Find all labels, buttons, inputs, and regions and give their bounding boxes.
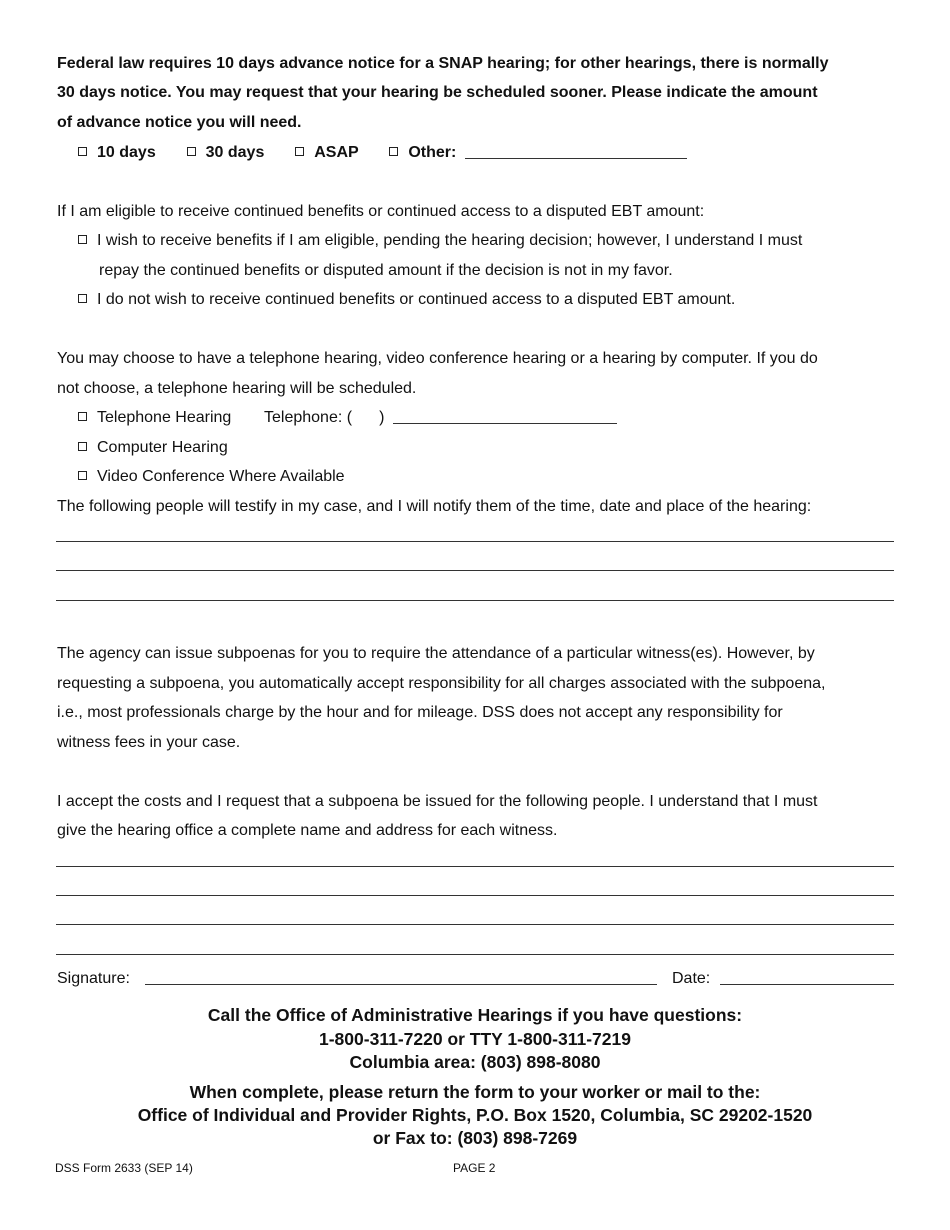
checkbox-icon [78, 471, 87, 480]
option-30-days-label: 30 days [205, 144, 265, 161]
witness-line-2[interactable] [56, 570, 894, 571]
return-instructions: When complete, please return the form to your worker or mail to the: [189, 1082, 761, 1102]
hearing-option-telephone[interactable] [78, 403, 231, 433]
date-label: Date: [672, 970, 711, 987]
benefits-option-continue[interactable] [78, 226, 802, 256]
option-other-label: Other: [408, 144, 457, 161]
contact-phone: 1-800-311-7220 or TTY 1-800-311-7219 [319, 1029, 631, 1049]
other-input-line[interactable] [465, 144, 687, 159]
subpoena-line-3: i.e., most professionals charge by the hour and for mileage. DSS does not accept any responsibility for [57, 704, 783, 721]
option-10-days-label: 10 days [97, 144, 156, 161]
notice-options [78, 138, 687, 168]
subpoena-line-1: The agency can issue subpoenas for you to require the attendance of a particular witness(es). However, by [57, 645, 815, 662]
hearing-type-line-1: You may choose to have a telephone hearing, video conference hearing or a hearing by computer. If you do [57, 350, 818, 367]
fax-number: or Fax to: (803) 898-7269 [372, 1128, 578, 1148]
checkbox-icon [78, 235, 87, 244]
telephone-label: Telephone: ( [264, 409, 353, 426]
subpoena-line-4: witness fees in your case. [57, 734, 241, 751]
checkbox-icon [78, 147, 87, 156]
hearing-option-video[interactable] [78, 462, 345, 492]
subpoena-witness-line-3[interactable] [56, 924, 894, 925]
hearing-option-computer[interactable] [78, 433, 228, 463]
checkbox-other[interactable] [389, 144, 456, 161]
option-asap-label: ASAP [314, 144, 359, 161]
benefits-option-2-label: I do not wish to receive continued benefits or continued access to a disputed EBT amount. [97, 291, 736, 308]
notice-line-1: Federal law requires 10 days advance notice for a SNAP hearing; for other hearings, there is normally [57, 55, 829, 72]
notice-line-3: of advance notice you will need. [57, 114, 302, 131]
contact-line-1: Call the Office of Administrative Hearings if you have questions: [207, 1005, 743, 1025]
telephone-field [264, 403, 617, 433]
contact-columbia: Columbia area: (803) 898-8080 [349, 1052, 601, 1072]
signature-label: Signature: [57, 970, 130, 987]
page-number: PAGE 2 [453, 1161, 496, 1175]
subpoena-witness-line-4[interactable] [56, 954, 894, 955]
signature-line[interactable] [145, 984, 657, 985]
checkbox-icon [78, 412, 87, 421]
benefits-option-1-line-1: I wish to receive benefits if I am eligible, pending the hearing decision; however, I understand I must [97, 232, 803, 249]
telephone-input-line[interactable] [393, 409, 617, 424]
date-line[interactable] [720, 984, 894, 985]
accept-line-1: I accept the costs and I request that a subpoena be issued for the following people. I understand that I must [57, 793, 818, 810]
checkbox-icon [295, 147, 304, 156]
checkbox-icon [389, 147, 398, 156]
benefits-intro: If I am eligible to receive continued benefits or continued access to a disputed EBT amount: [57, 203, 705, 220]
hearing-type-line-2: not choose, a telephone hearing will be scheduled. [57, 380, 417, 397]
subpoena-witness-line-1[interactable] [56, 866, 894, 867]
benefits-option-decline[interactable] [78, 285, 735, 315]
checkbox-10-days[interactable] [78, 144, 156, 161]
witness-line-1[interactable] [56, 541, 894, 542]
checkbox-icon [187, 147, 196, 156]
witnesses-intro: The following people will testify in my case, and I will notify them of the time, date and place of the hearing: [57, 498, 812, 515]
subpoena-witness-line-2[interactable] [56, 895, 894, 896]
form-id: DSS Form 2633 (SEP 14) [55, 1161, 193, 1175]
checkbox-30-days[interactable] [187, 144, 265, 161]
checkbox-icon [78, 442, 87, 451]
subpoena-line-2: requesting a subpoena, you automatically accept responsibility for all charges associated with the subpoena, [57, 675, 826, 692]
notice-line-2: 30 days notice. You may request that your hearing be scheduled sooner. Please indicate the amount [57, 84, 818, 101]
checkbox-asap[interactable] [295, 144, 358, 161]
witness-line-3[interactable] [56, 600, 894, 601]
video-hearing-label: Video Conference Where Available [97, 468, 345, 485]
accept-line-2: give the hearing office a complete name and address for each witness. [57, 822, 558, 839]
checkbox-icon [78, 294, 87, 303]
computer-hearing-label: Computer Hearing [97, 439, 228, 456]
benefits-option-1-line-2: repay the continued benefits or disputed amount if the decision is not in my favor. [99, 262, 673, 279]
mailing-address: Office of Individual and Provider Rights, P.O. Box 1520, Columbia, SC 29202-1520 [137, 1105, 813, 1125]
telephone-hearing-label: Telephone Hearing [97, 409, 232, 426]
telephone-paren-close: ) [379, 409, 385, 426]
